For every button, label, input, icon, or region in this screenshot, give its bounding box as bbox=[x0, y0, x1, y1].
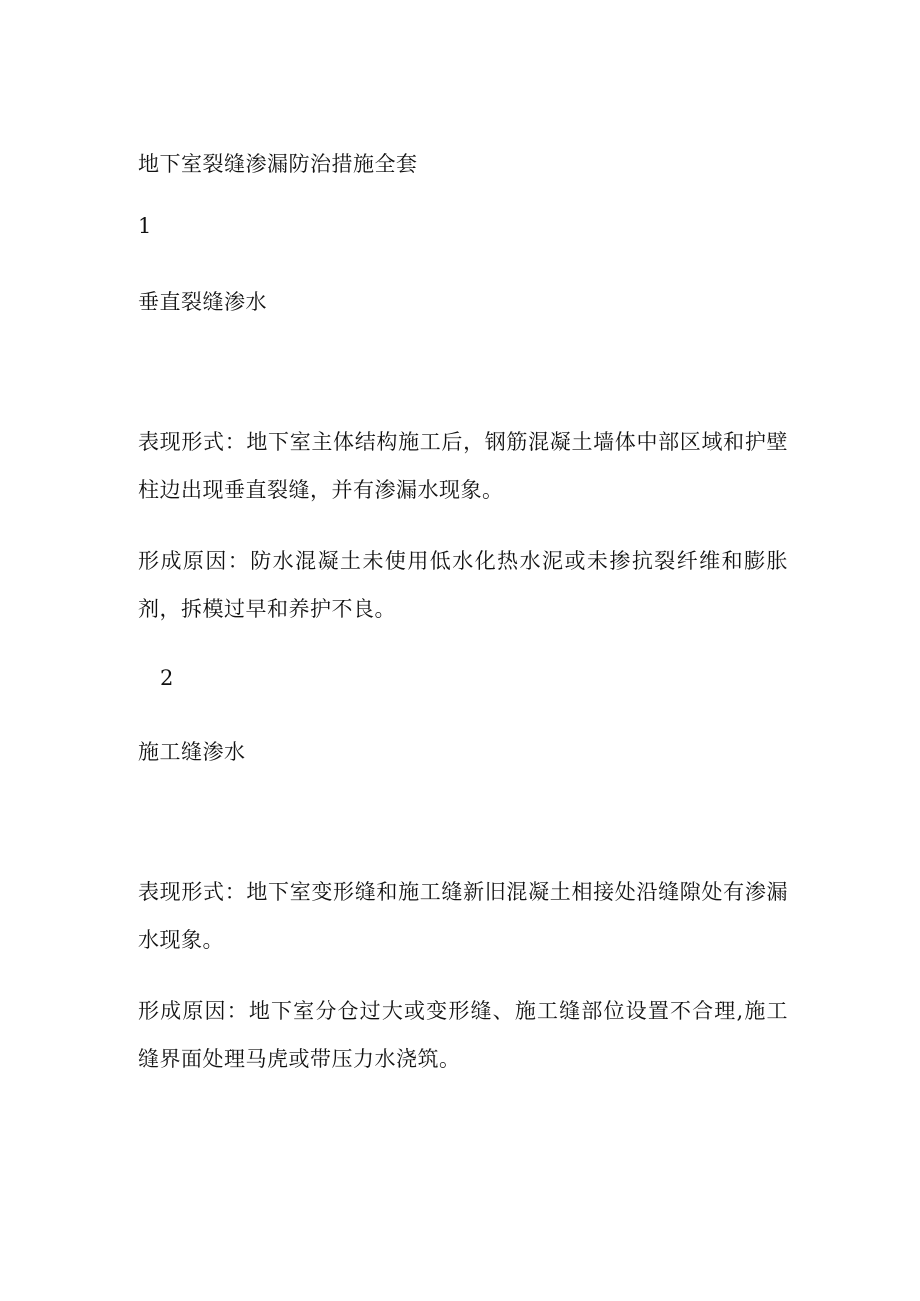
section-cause-paragraph: 形成原因：防水混凝土未使用低水化热水泥或未掺抗裂纤维和膨胀剂，拆模过早和养护不良。 bbox=[138, 549, 788, 621]
section-appearance-paragraph: 表现形式：地下室变形缝和施工缝新旧混凝土相接处沿缝隙处有渗漏水现象。 bbox=[138, 880, 788, 952]
section-number: 1 bbox=[138, 214, 152, 238]
section-number: 2 bbox=[160, 666, 174, 690]
section-heading: 垂直裂缝渗水 bbox=[138, 290, 267, 314]
section-cause-paragraph: 形成原因：地下室分仓过大或变形缝、施工缝部位设置不合理,施工缝界面处理马虎或带压力水浇筑。 bbox=[138, 999, 788, 1071]
section-heading: 施工缝渗水 bbox=[138, 740, 246, 764]
document-title: 地下室裂缝渗漏防治措施全套 bbox=[138, 152, 418, 176]
section-appearance-paragraph: 表现形式：地下室主体结构施工后，钢筋混凝土墙体中部区域和护壁柱边出现垂直裂缝，并有渗漏水现象。 bbox=[138, 430, 788, 502]
